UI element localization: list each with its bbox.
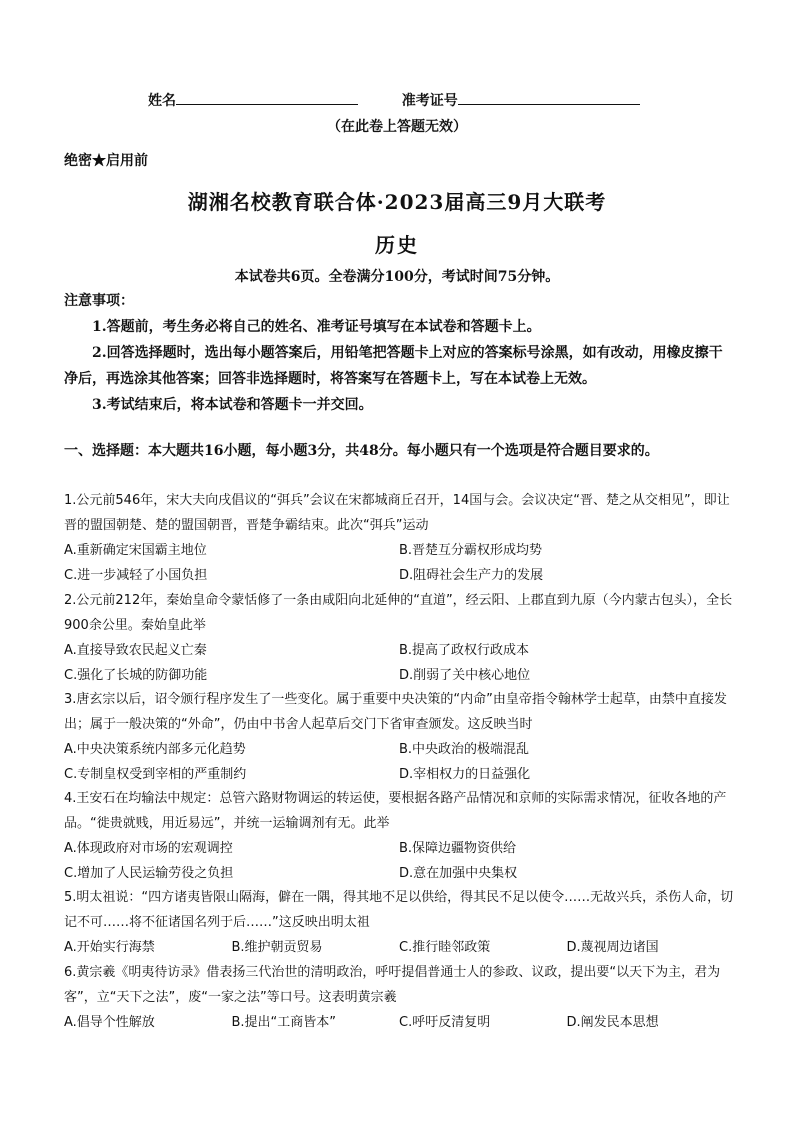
option-a[interactable]: A.重新确定宋国霸主地位 <box>64 543 207 558</box>
notes-heading: 注意事项： <box>64 293 134 309</box>
option-c[interactable]: C.呼吁反清复明 <box>399 1015 491 1030</box>
question-stem: 2.公元前212年，秦始皇命令蒙恬修了一条由咸阳向北延伸的“直道”，经云阳、上郡直到九原（今内蒙古包头），全长900余公里。秦始皇此举 <box>64 593 733 633</box>
notes-section <box>64 288 734 418</box>
option-a[interactable]: A.中央决策系统内部多元化趋势 <box>64 742 246 757</box>
question-options <box>64 935 734 960</box>
option-d[interactable]: D.削弱了关中核心地位 <box>399 668 531 683</box>
option-d[interactable]: D.阐发民本思想 <box>566 1015 659 1030</box>
option-d[interactable]: D.阻碍社会生产力的发展 <box>399 568 544 583</box>
name-blank[interactable] <box>176 90 358 105</box>
question-options <box>64 538 734 588</box>
option-a[interactable]: A.直接导致农民起义亡秦 <box>64 643 207 658</box>
question-options <box>64 737 734 787</box>
option-c[interactable]: C.专制皇权受到宰相的严重制约 <box>64 767 247 782</box>
question-5 <box>64 885 734 960</box>
option-b[interactable]: B.保障边疆物资供给 <box>399 841 517 856</box>
question-4 <box>64 786 734 886</box>
candidate-info-row <box>148 90 640 110</box>
question-stem: 1.公元前546年，宋大夫向戌倡议的“弭兵”会议在宋都城商丘召开，14国与会。会议决定“晋、楚之从交相见”，即让晋的盟国朝楚、楚的盟国朝晋，晋楚争霸结束。此次“弭兵”运动 <box>64 493 730 533</box>
option-a[interactable]: A.倡导个性解放 <box>64 1015 155 1030</box>
question-stem: 4.王安石在均输法中规定：总管六路财物调运的转运使，要根据各路产品情况和京师的实际需求情况，征收各地的产品。“徙贵就贱，用近易远”，并统一运输调剂有无。此举 <box>64 791 727 831</box>
question-stem: 3.唐玄宗以后，诏令颁行程序发生了一些变化。属于重要中央决策的“内命”由皇帝指令翰林学士起草，由禁中直接发出；属于一般决策的“外命”，仍由中书舍人起草后交门下省审查颁发。这反映当时 <box>64 692 727 732</box>
secret-mark: 绝密★启用前 <box>64 153 148 169</box>
note-item: 1.答题前，考生务必将自己的姓名、准考证号填写在本试卷和答题卡上。 <box>92 319 541 335</box>
option-b[interactable]: B.提高了政权行政成本 <box>399 643 530 658</box>
question-3 <box>64 687 734 787</box>
exam-number-blank[interactable] <box>458 90 640 105</box>
option-b[interactable]: B.维护朝贡贸易 <box>231 940 323 955</box>
question-options <box>64 638 734 688</box>
option-b[interactable]: B.提出“工商皆本” <box>231 1015 337 1030</box>
invalid-note: （在此卷上答题无效） <box>327 119 467 135</box>
subject-title: 历史 <box>375 233 419 257</box>
exam-info: 本试卷共6页。全卷满分100分，考试时间75分钟。 <box>234 269 560 285</box>
option-d[interactable]: D.蔑视周边诸国 <box>566 940 659 955</box>
option-d[interactable]: D.宰相权力的日益强化 <box>399 767 531 782</box>
option-c[interactable]: C.增加了人民运输劳役之负担 <box>64 866 234 881</box>
note-item: 2.回答选择题时，选出每小题答案后，用铅笔把答题卡上对应的答案标号涂黑，如有改动，用橡皮擦干净后，再选涂其他答案；回答非选择题时，将答案写在答题卡上，写在本试卷上无效。 <box>64 345 723 387</box>
option-d[interactable]: D.意在加强中央集权 <box>399 866 518 881</box>
option-b[interactable]: B.中央政治的极端混乱 <box>399 742 530 757</box>
option-a[interactable]: A.体现政府对市场的宏观调控 <box>64 841 233 856</box>
option-a[interactable]: A.开始实行海禁 <box>64 940 155 955</box>
section-heading <box>64 438 734 464</box>
option-c[interactable]: C.推行睦邻政策 <box>399 940 491 955</box>
name-label: 姓名 <box>148 93 176 109</box>
option-c[interactable]: C.强化了长城的防御功能 <box>64 668 208 683</box>
option-c[interactable]: C.进一步减轻了小国负担 <box>64 568 208 583</box>
question-options <box>64 836 734 886</box>
question-stem: 6.黄宗羲《明夷待访录》借表扬三代治世的清明政治，呼吁提倡普通士人的参政、议政，提出要“以天下为主，君为客”，立“天下之法”，废“一家之法”等口号。这表明黄宗羲 <box>64 965 721 1005</box>
question-options <box>64 1010 734 1035</box>
section-heading-text: 一、选择题：本大题共16小题，每小题3分，共48分。每小题只有一个选项是符合题目要求的。 <box>64 443 659 459</box>
exam-title: 湖湘名校教育联合体·2023届高三9月大联考 <box>187 190 607 214</box>
question-1 <box>64 488 734 588</box>
question-2 <box>64 588 734 688</box>
question-6 <box>64 960 734 1035</box>
question-stem: 5.明太祖说：“四方诸夷皆限山隔海，僻在一隅，得其地不足以供给，得其民不足以使令……无故兴兵，杀伤人命，切记不可……将不征诸国名列于后……”这反映出明太祖 <box>64 890 734 930</box>
option-b[interactable]: B.晋楚互分霸权形成均势 <box>399 543 543 558</box>
note-item: 3.考试结束后，将本试卷和答题卡一并交回。 <box>92 397 373 413</box>
exam-number-label: 准考证号 <box>401 93 458 109</box>
